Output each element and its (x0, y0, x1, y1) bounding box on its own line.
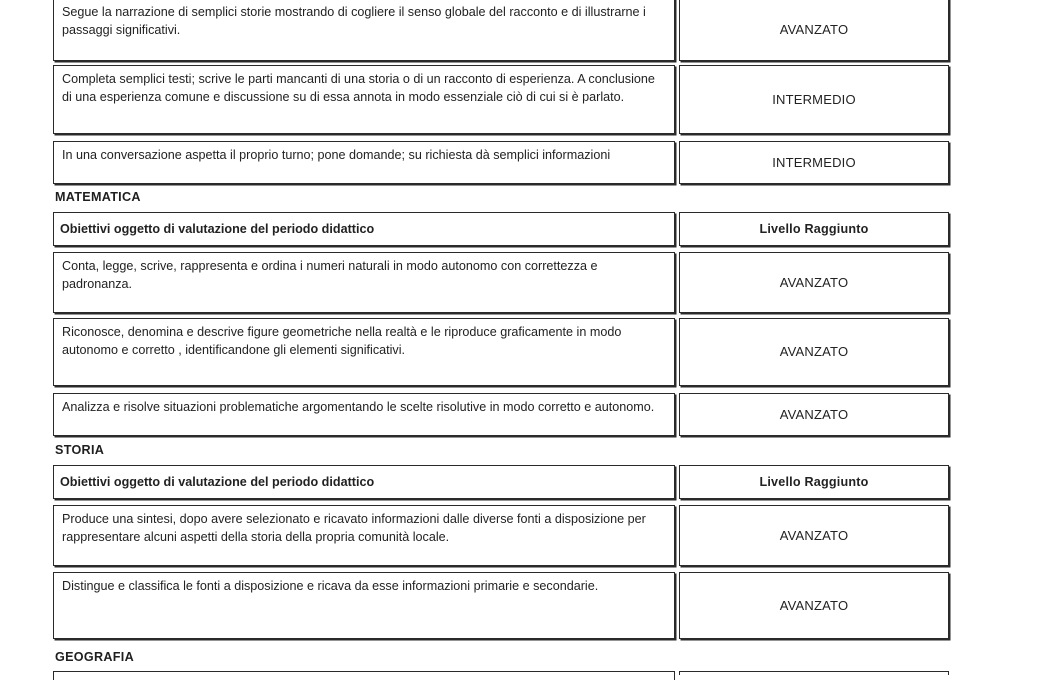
level-text: AVANZATO (779, 21, 849, 37)
level-cell (679, 572, 949, 639)
section-title-geografia: GEOGRAFIA (55, 650, 134, 664)
level-cell (679, 505, 949, 566)
header-objective-text: Obiettivi oggetto di valutazione del periodo didattico (60, 222, 375, 236)
level-text: INTERMEDIO (772, 91, 856, 107)
level-text: INTERMEDIO (772, 154, 856, 170)
level-text: AVANZATO (779, 344, 849, 359)
objective-text: Riconosce, denomina e descrive figure geometriche nella realtà e le riproduce graficamente in modo autonomo e corretto , identificandone gli elementi significativi. (62, 325, 622, 357)
section-title-storia: STORIA (55, 443, 105, 457)
objective-cell (53, 141, 675, 184)
objective-cell (53, 318, 675, 386)
objective-cell (53, 572, 675, 639)
level-cell (679, 393, 949, 436)
header-level-text: Livello Raggiunto (759, 222, 869, 236)
level-text: AVANZATO (779, 527, 849, 543)
objective-text: Produce una sintesi, dopo avere selezionato e ricavato informazioni dalle diverse fonti a disposizione per rappresentare alcuni aspetti della storia della propria comunità locale. (62, 512, 646, 544)
table-header-objective (53, 212, 675, 246)
objective-cell (53, 505, 675, 566)
level-cell (679, 318, 949, 386)
level-text: AVANZATO (779, 406, 849, 422)
level-text: AVANZATO (779, 274, 849, 290)
level-cell (679, 141, 949, 184)
objective-cell (53, 0, 675, 61)
objective-text: In una conversazione aspetta il proprio turno; pone domande; su richiesta dà semplici informazioni (62, 148, 611, 162)
objective-text: Conta, legge, scrive, rappresenta e ordina i numeri naturali in modo autonomo con correttezza e padronanza. (62, 259, 598, 291)
level-cell (679, 252, 949, 313)
table-header-level (679, 465, 949, 499)
table-header-level (679, 671, 949, 675)
section-title-matematica: MATEMATICA (55, 190, 141, 204)
table-header-level (679, 212, 949, 246)
level-text: AVANZATO (779, 597, 849, 613)
objective-text: Analizza e risolve situazioni problematiche argomentando le scelte risolutive in modo corretto e autonomo. (62, 400, 655, 414)
objective-text: Completa semplici testi; scrive le parti mancanti di una storia o di un racconto di esperienza. A conclusione di una esperienza comune e discussione su di essa annota in modo essenziale ciò di cui si è parlato. (62, 72, 655, 104)
header-level-text: Livello Raggiunto (759, 475, 869, 489)
objective-cell (53, 252, 675, 313)
objective-text: Distingue e classifica le fonti a disposizione e ricava da esse informazioni primarie e secondarie. (62, 579, 599, 593)
objective-text: Segue la narrazione di semplici storie mostrando di cogliere il senso globale del racconto e di illustrarne i passaggi significativi. (62, 5, 646, 37)
header-objective-text: Obiettivi oggetto di valutazione del periodo didattico (60, 475, 375, 489)
objective-cell (53, 65, 675, 134)
objective-cell (53, 393, 675, 436)
table-header-objective (53, 671, 675, 680)
table-header-objective (53, 465, 675, 499)
level-cell (679, 0, 949, 61)
level-cell (679, 65, 949, 134)
